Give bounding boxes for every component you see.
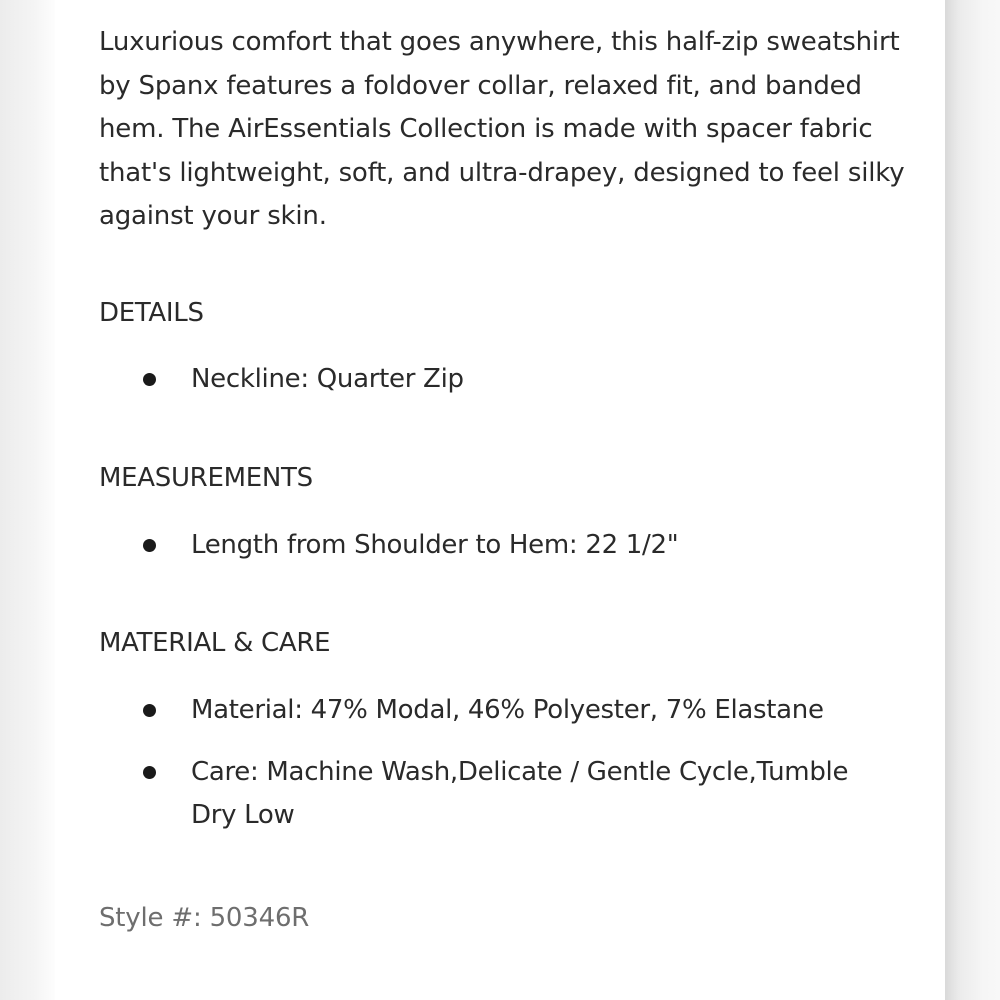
list-item [0, 524, 891, 567]
measurements-list [0, 524, 945, 567]
list-item [0, 751, 891, 837]
list-item [0, 358, 891, 401]
material-item: Material: 47% Modal, 46% Polyester, 7% Elastane [191, 695, 824, 725]
left-gutter [0, 0, 55, 1000]
measurements-heading: MEASUREMENTS [99, 463, 313, 493]
details-list [0, 358, 945, 401]
bullet-icon [143, 373, 156, 386]
style-number: Style #: 50346R [99, 903, 310, 933]
material-care-list [0, 689, 945, 837]
list-item [0, 689, 891, 732]
measurements-item-length: Length from Shoulder to Hem: 22 1/2" [191, 530, 679, 560]
product-description: Luxurious comfort that goes anywhere, this half-zip sweatshirt by Spanx features a foldover collar, relaxed fit, and banded hem. The AirEssentials Collection is made with spacer fabric that's lightweight, soft, and ultra-drapey, designed to feel silky against your skin. [99, 27, 905, 231]
details-item-neckline: Neckline: Quarter Zip [191, 364, 464, 394]
scroll-edge-shadow [945, 0, 1000, 1000]
details-heading: DETAILS [99, 298, 204, 328]
bullet-icon [143, 704, 156, 717]
material-care-heading: MATERIAL & CARE [99, 628, 331, 658]
bullet-icon [143, 766, 156, 779]
bullet-icon [143, 539, 156, 552]
care-item: Care: Machine Wash,Delicate / Gentle Cycle,Tumble Dry Low [191, 757, 849, 830]
